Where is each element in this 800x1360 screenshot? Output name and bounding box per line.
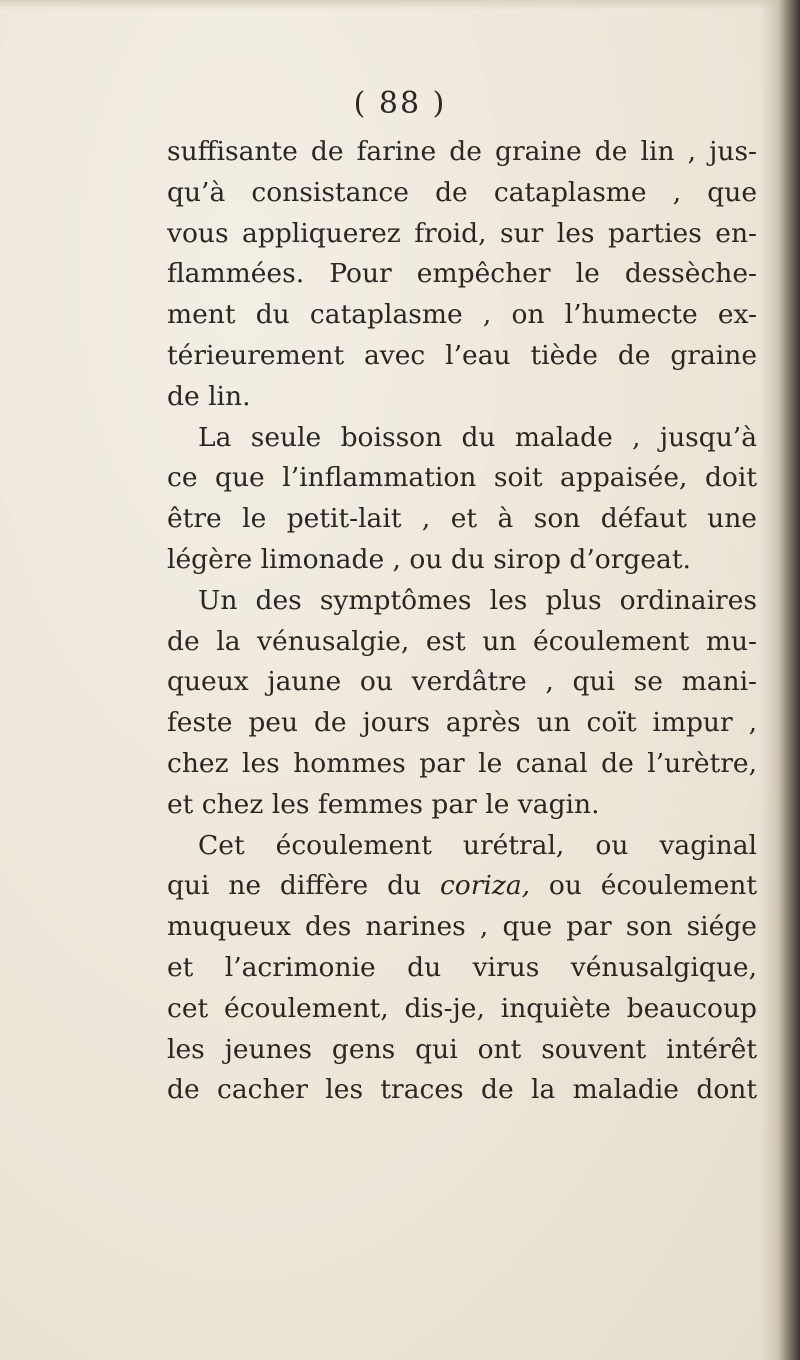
text-line: être le petit-lait , et à son défaut une (167, 503, 757, 535)
page-top-shadow (0, 0, 800, 10)
page-binding-shadow (760, 0, 800, 1360)
text-line (167, 866, 757, 907)
text-line: de lin. (167, 380, 251, 412)
text-line: de cacher les traces de la maladie dont (167, 1074, 757, 1106)
text-line: ment du cataplasme , on l’humecte ex- (167, 299, 757, 331)
text-line: de la vénusalgie, est un écoulement mu- (167, 625, 757, 657)
body-text (167, 132, 757, 1111)
text-line: feste peu de jours après un coït impur , (167, 707, 757, 739)
text-line: La seule boisson du malade , jusqu’à (198, 421, 757, 453)
text-line: légère limonade , ou du sirop d’orgeat. (167, 543, 691, 575)
text-line: et chez les femmes par le vagin. (167, 788, 600, 820)
text-line: chez les hommes par le canal de l’urètre, (167, 747, 757, 779)
text-line: qu’à consistance de cataplasme , que (167, 176, 757, 208)
text-line: Un des symptômes les plus ordinaires (198, 584, 757, 616)
text-line: Cet écoulement urétral, ou vaginal (198, 829, 757, 861)
text-line: cet écoulement, dis-je, inquiète beaucoup (167, 992, 757, 1024)
text-segment: qui ne diffère du (167, 870, 440, 902)
text-line: et l’acrimonie du virus vénusalgique, (167, 951, 757, 983)
text-line: queux jaune ou verdâtre , qui se mani- (167, 666, 757, 698)
text-line: flammées. Pour empêcher le dessèche- (167, 258, 757, 290)
italic-term: coriza, (439, 870, 531, 902)
text-line: suffisante de farine de graine de lin , jus- (167, 136, 757, 167)
text-line: muqueux des narines , que par son siége (167, 911, 757, 943)
page-number: ( 88 ) (353, 86, 447, 121)
text-line: vous appliquerez froid, sur les parties en- (167, 217, 757, 249)
text-segment: ou écoulement (530, 870, 757, 902)
text-line: ce que l’inflammation soit appaisée, doit (167, 462, 757, 494)
text-line: les jeunes gens qui ont souvent intérêt (167, 1033, 757, 1065)
text-line: térieurement avec l’eau tiède de graine (167, 339, 757, 371)
